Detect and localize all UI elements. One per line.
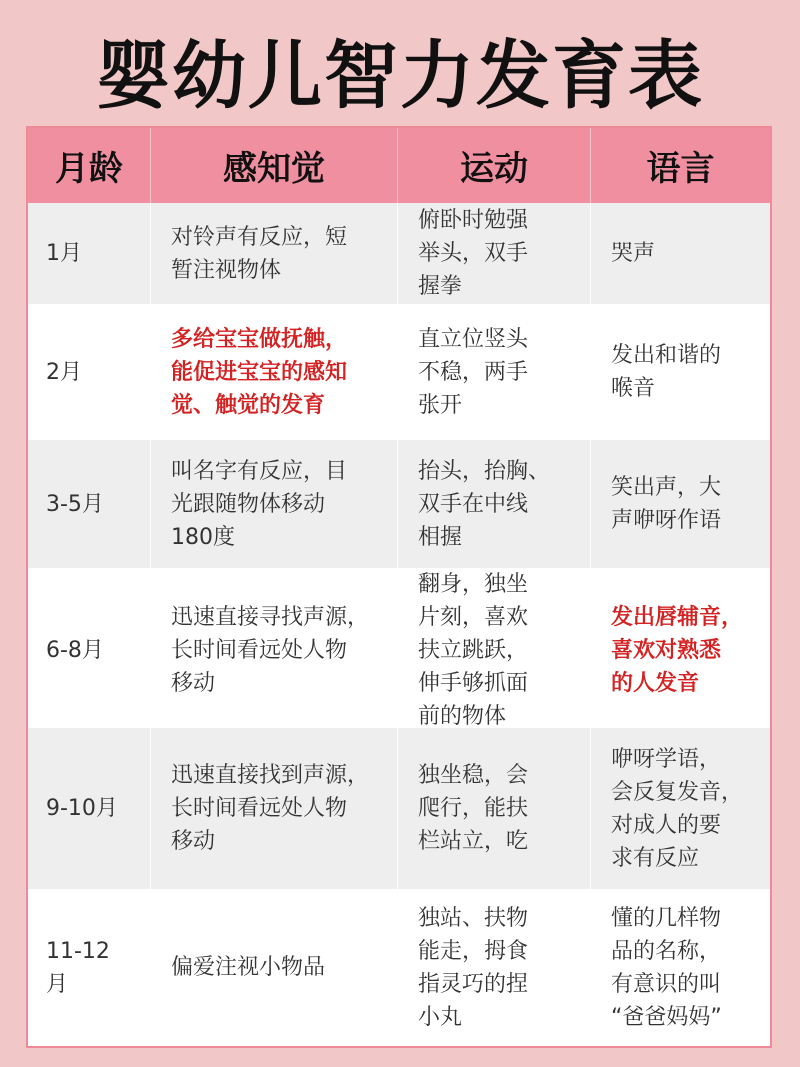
age-cell: 2月 bbox=[46, 359, 82, 385]
page-title: 婴幼儿智力发育表 bbox=[96, 33, 704, 119]
motor-cell: 俯卧时勉强 举头，双手 握拳 bbox=[397, 203, 590, 304]
perception-cell: 多给宝宝做抚触， 能促进宝宝的感知 觉、触觉的发育 bbox=[150, 304, 397, 440]
motor-cell: 独坐稳，会 爬行，能扶 栏站立，吃 bbox=[397, 728, 590, 889]
language-cell: 懂的几样物 品的名称， 有意识的叫 “爸爸妈妈” bbox=[590, 889, 770, 1046]
perception-cell: 偏爱注视小物品 bbox=[150, 889, 397, 1046]
age-cell: 6-8月 bbox=[46, 638, 104, 663]
motor-cell: 独站、扶物 能走，拇食 指灵巧的捏 小丸 bbox=[397, 889, 590, 1046]
perception-cell: 迅速直接找到声源， 长时间看远处人物 移动 bbox=[150, 728, 397, 889]
perception-cell: 迅速直接寻找声源， 长时间看远处人物 移动 bbox=[150, 568, 397, 733]
age-cell: 11-12 月 bbox=[46, 938, 110, 997]
perception-cell: 叫名字有反应，目 光跟随物体移动 180度 bbox=[150, 440, 397, 568]
table-header bbox=[28, 128, 770, 203]
motor-cell: 直立位竖头 不稳，两手 张开 bbox=[397, 304, 590, 440]
development-table bbox=[26, 126, 772, 1048]
motor-cell: 翻身，独坐 片刻，喜欢 扶立跳跃， 伸手够抓面 前的物体 bbox=[397, 568, 590, 733]
table-row bbox=[28, 568, 770, 728]
perception-cell: 对铃声有反应，短 暂注视物体 bbox=[150, 203, 397, 304]
table-row bbox=[28, 728, 770, 889]
age-cell: 3-5月 bbox=[46, 491, 104, 517]
table-row bbox=[28, 203, 770, 304]
header-perception: 感知觉 bbox=[150, 128, 397, 203]
age-cell: 9-10月 bbox=[46, 796, 118, 821]
table-row bbox=[28, 889, 770, 1046]
table-row bbox=[28, 304, 770, 440]
age-cell: 1月 bbox=[46, 241, 82, 266]
language-cell: 发出和谐的 喉音 bbox=[590, 304, 770, 440]
language-cell: 咿呀学语， 会反复发音， 对成人的要 求有反应 bbox=[590, 728, 770, 889]
motor-cell: 抬头，抬胸、 双手在中线 相握 bbox=[397, 440, 590, 568]
header-age: 月龄 bbox=[55, 149, 123, 189]
header-motor: 运动 bbox=[397, 128, 590, 203]
language-cell: 笑出声，大 声咿呀作语 bbox=[590, 440, 770, 568]
header-language: 语言 bbox=[590, 128, 770, 203]
table-row bbox=[28, 440, 770, 568]
language-cell: 哭声 bbox=[590, 203, 770, 304]
language-cell: 发出唇辅音， 喜欢对熟悉 的人发音 bbox=[590, 568, 770, 733]
